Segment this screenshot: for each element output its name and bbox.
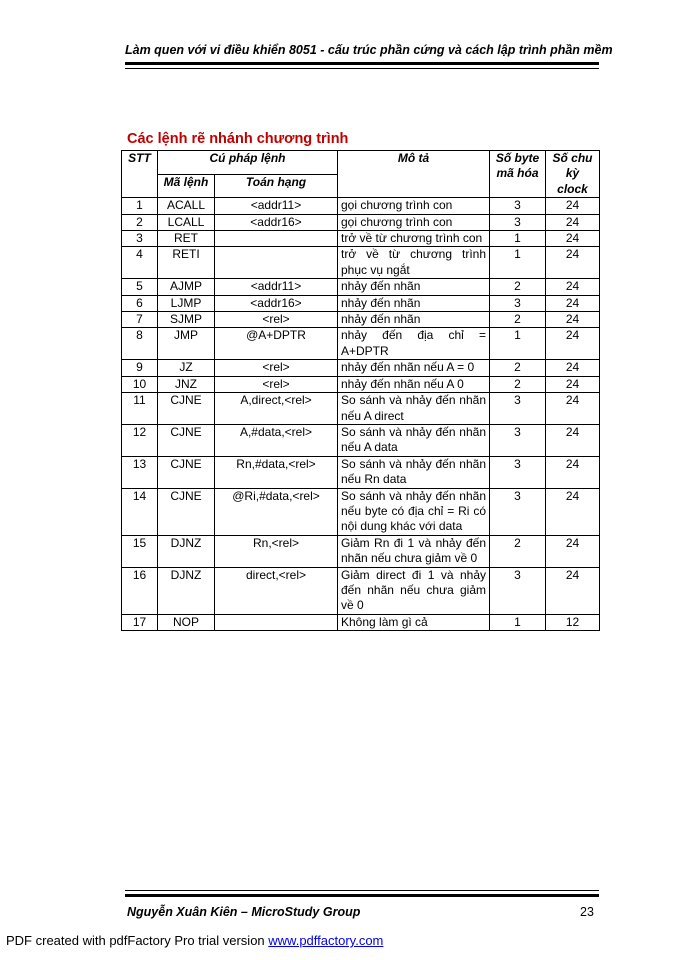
cell-stt: 1: [122, 198, 158, 214]
cell-bytes: 2: [490, 279, 546, 295]
cell-bytes: 2: [490, 312, 546, 328]
cell-stt: 16: [122, 567, 158, 614]
cell-operand: Rn,#data,<rel>: [215, 456, 338, 488]
cell-description: nhảy đến nhãn: [338, 312, 490, 328]
header-mnemonic: Mã lệnh: [158, 174, 215, 198]
cell-description: So sánh và nhảy đến nhãn nếu A direct: [338, 393, 490, 425]
cell-operand: <addr16>: [215, 295, 338, 311]
table-row: [122, 198, 600, 214]
cell-cycles: 24: [546, 393, 600, 425]
cell-operand: @Ri,#data,<rel>: [215, 488, 338, 535]
cell-description: Giảm direct đi 1 và nhảy đến nhãn nếu chưa giảm về 0: [338, 567, 490, 614]
cell-cycles: 24: [546, 231, 600, 247]
cell-bytes: 2: [490, 360, 546, 376]
cell-cycles: 24: [546, 360, 600, 376]
pdffactory-link[interactable]: www.pdffactory.com: [268, 933, 384, 948]
footer-author: Nguyễn Xuân Kiên – MicroStudy Group: [127, 905, 361, 919]
table-row: [122, 535, 600, 567]
cell-description: trở về từ chương trình con: [338, 231, 490, 247]
cell-cycles: 24: [546, 535, 600, 567]
cell-stt: 9: [122, 360, 158, 376]
cell-bytes: 3: [490, 424, 546, 456]
footer-rule-thin: [125, 890, 599, 891]
pdf-note-text: PDF created with pdfFactory Pro trial version: [6, 933, 269, 948]
cell-bytes: 1: [490, 328, 546, 360]
page-number: 23: [580, 905, 594, 919]
table-row: [122, 214, 600, 230]
cell-mnemonic: ACALL: [158, 198, 215, 214]
cell-bytes: 3: [490, 488, 546, 535]
header-bytes: Số byte mã hóa: [490, 151, 546, 198]
cell-bytes: 1: [490, 231, 546, 247]
cell-mnemonic: RET: [158, 231, 215, 247]
table-row: [122, 360, 600, 376]
cell-mnemonic: SJMP: [158, 312, 215, 328]
cell-cycles: 24: [546, 488, 600, 535]
cell-mnemonic: NOP: [158, 614, 215, 630]
table-row: [122, 328, 600, 360]
header-rule-thin: [125, 68, 599, 69]
branch-instruction-table: [121, 150, 600, 631]
cell-bytes: 1: [490, 614, 546, 630]
cell-cycles: 24: [546, 376, 600, 392]
cell-mnemonic: JZ: [158, 360, 215, 376]
cell-cycles: 24: [546, 198, 600, 214]
cell-description: nhảy đến nhãn: [338, 295, 490, 311]
cell-operand: <addr16>: [215, 214, 338, 230]
cell-mnemonic: CJNE: [158, 456, 215, 488]
cell-description: Giảm Rn đi 1 và nhảy đến nhãn nếu chưa giảm về 0: [338, 535, 490, 567]
cell-operand: [215, 614, 338, 630]
cell-operand: <addr11>: [215, 198, 338, 214]
cell-operand: @A+DPTR: [215, 328, 338, 360]
cell-bytes: 1: [490, 247, 546, 279]
cell-mnemonic: CJNE: [158, 393, 215, 425]
cell-stt: 12: [122, 424, 158, 456]
header-description: Mô tả: [338, 151, 490, 198]
cell-bytes: 2: [490, 535, 546, 567]
cell-description: nhảy đến nhãn nếu A = 0: [338, 360, 490, 376]
cell-stt: 13: [122, 456, 158, 488]
section-title: Các lệnh rẽ nhánh chương trình: [127, 131, 349, 147]
header-syntax: Cú pháp lệnh: [158, 151, 338, 175]
cell-operand: direct,<rel>: [215, 567, 338, 614]
cell-mnemonic: CJNE: [158, 424, 215, 456]
cell-mnemonic: LCALL: [158, 214, 215, 230]
cell-bytes: 3: [490, 393, 546, 425]
cell-description: nhảy đến nhãn nếu A 0: [338, 376, 490, 392]
cell-mnemonic: DJNZ: [158, 567, 215, 614]
cell-stt: 15: [122, 535, 158, 567]
cell-stt: 14: [122, 488, 158, 535]
footer-rule-thick: [125, 894, 599, 897]
cell-description: gọi chương trình con: [338, 198, 490, 214]
cell-cycles: 24: [546, 214, 600, 230]
table-header-row: [122, 151, 600, 175]
cell-bytes: 3: [490, 198, 546, 214]
cell-description: trở về từ chương trình phục vụ ngắt: [338, 247, 490, 279]
cell-operand: <rel>: [215, 312, 338, 328]
cell-stt: 5: [122, 279, 158, 295]
cell-stt: 11: [122, 393, 158, 425]
cell-mnemonic: LJMP: [158, 295, 215, 311]
cell-description: nhảy đến nhãn: [338, 279, 490, 295]
table-row: [122, 567, 600, 614]
cell-stt: 6: [122, 295, 158, 311]
cell-cycles: 24: [546, 456, 600, 488]
cell-mnemonic: AJMP: [158, 279, 215, 295]
header-stt: STT: [122, 151, 158, 198]
table-row: [122, 456, 600, 488]
cell-stt: 8: [122, 328, 158, 360]
table-row: [122, 488, 600, 535]
cell-bytes: 3: [490, 214, 546, 230]
cell-mnemonic: CJNE: [158, 488, 215, 535]
cell-description: So sánh và nhảy đến nhãn nếu byte có địa chỉ = Ri có nội dung khác với data: [338, 488, 490, 535]
cell-mnemonic: RETI: [158, 247, 215, 279]
cell-bytes: 3: [490, 567, 546, 614]
cell-cycles: 24: [546, 424, 600, 456]
cell-bytes: 2: [490, 376, 546, 392]
running-header: Làm quen với vi điều khiển 8051 - cấu trúc phần cứng và cách lập trình phần mềm: [125, 43, 613, 57]
cell-operand: [215, 231, 338, 247]
cell-cycles: 24: [546, 328, 600, 360]
cell-description: Không làm gì cả: [338, 614, 490, 630]
table-row: [122, 376, 600, 392]
header-operand: Toán hạng: [215, 174, 338, 198]
table-row: [122, 393, 600, 425]
table-row: [122, 231, 600, 247]
table-row: [122, 279, 600, 295]
cell-description: So sánh và nhảy đến nhãn nếu A data: [338, 424, 490, 456]
cell-description: nhảy đến địa chỉ = A+DPTR: [338, 328, 490, 360]
cell-operand: A,#data,<rel>: [215, 424, 338, 456]
cell-cycles: 24: [546, 295, 600, 311]
cell-stt: 10: [122, 376, 158, 392]
cell-description: gọi chương trình con: [338, 214, 490, 230]
cell-cycles: 12: [546, 614, 600, 630]
cell-operand: <addr11>: [215, 279, 338, 295]
header-rule-thick: [125, 62, 599, 65]
table-row: [122, 247, 600, 279]
cell-bytes: 3: [490, 295, 546, 311]
cell-mnemonic: JMP: [158, 328, 215, 360]
header-cycles: Số chu kỳ clock: [546, 151, 600, 198]
cell-stt: 2: [122, 214, 158, 230]
table-row: [122, 614, 600, 630]
pdf-creator-note: [6, 933, 383, 948]
table-row: [122, 312, 600, 328]
cell-stt: 3: [122, 231, 158, 247]
cell-operand: Rn,<rel>: [215, 535, 338, 567]
cell-operand: A,direct,<rel>: [215, 393, 338, 425]
cell-bytes: 3: [490, 456, 546, 488]
cell-stt: 4: [122, 247, 158, 279]
cell-cycles: 24: [546, 247, 600, 279]
cell-cycles: 24: [546, 312, 600, 328]
cell-description: So sánh và nhảy đến nhãn nếu Rn data: [338, 456, 490, 488]
cell-cycles: 24: [546, 567, 600, 614]
cell-cycles: 24: [546, 279, 600, 295]
cell-mnemonic: DJNZ: [158, 535, 215, 567]
cell-operand: <rel>: [215, 376, 338, 392]
cell-operand: <rel>: [215, 360, 338, 376]
table-row: [122, 295, 600, 311]
cell-operand: [215, 247, 338, 279]
cell-stt: 7: [122, 312, 158, 328]
cell-stt: 17: [122, 614, 158, 630]
table-row: [122, 424, 600, 456]
cell-mnemonic: JNZ: [158, 376, 215, 392]
